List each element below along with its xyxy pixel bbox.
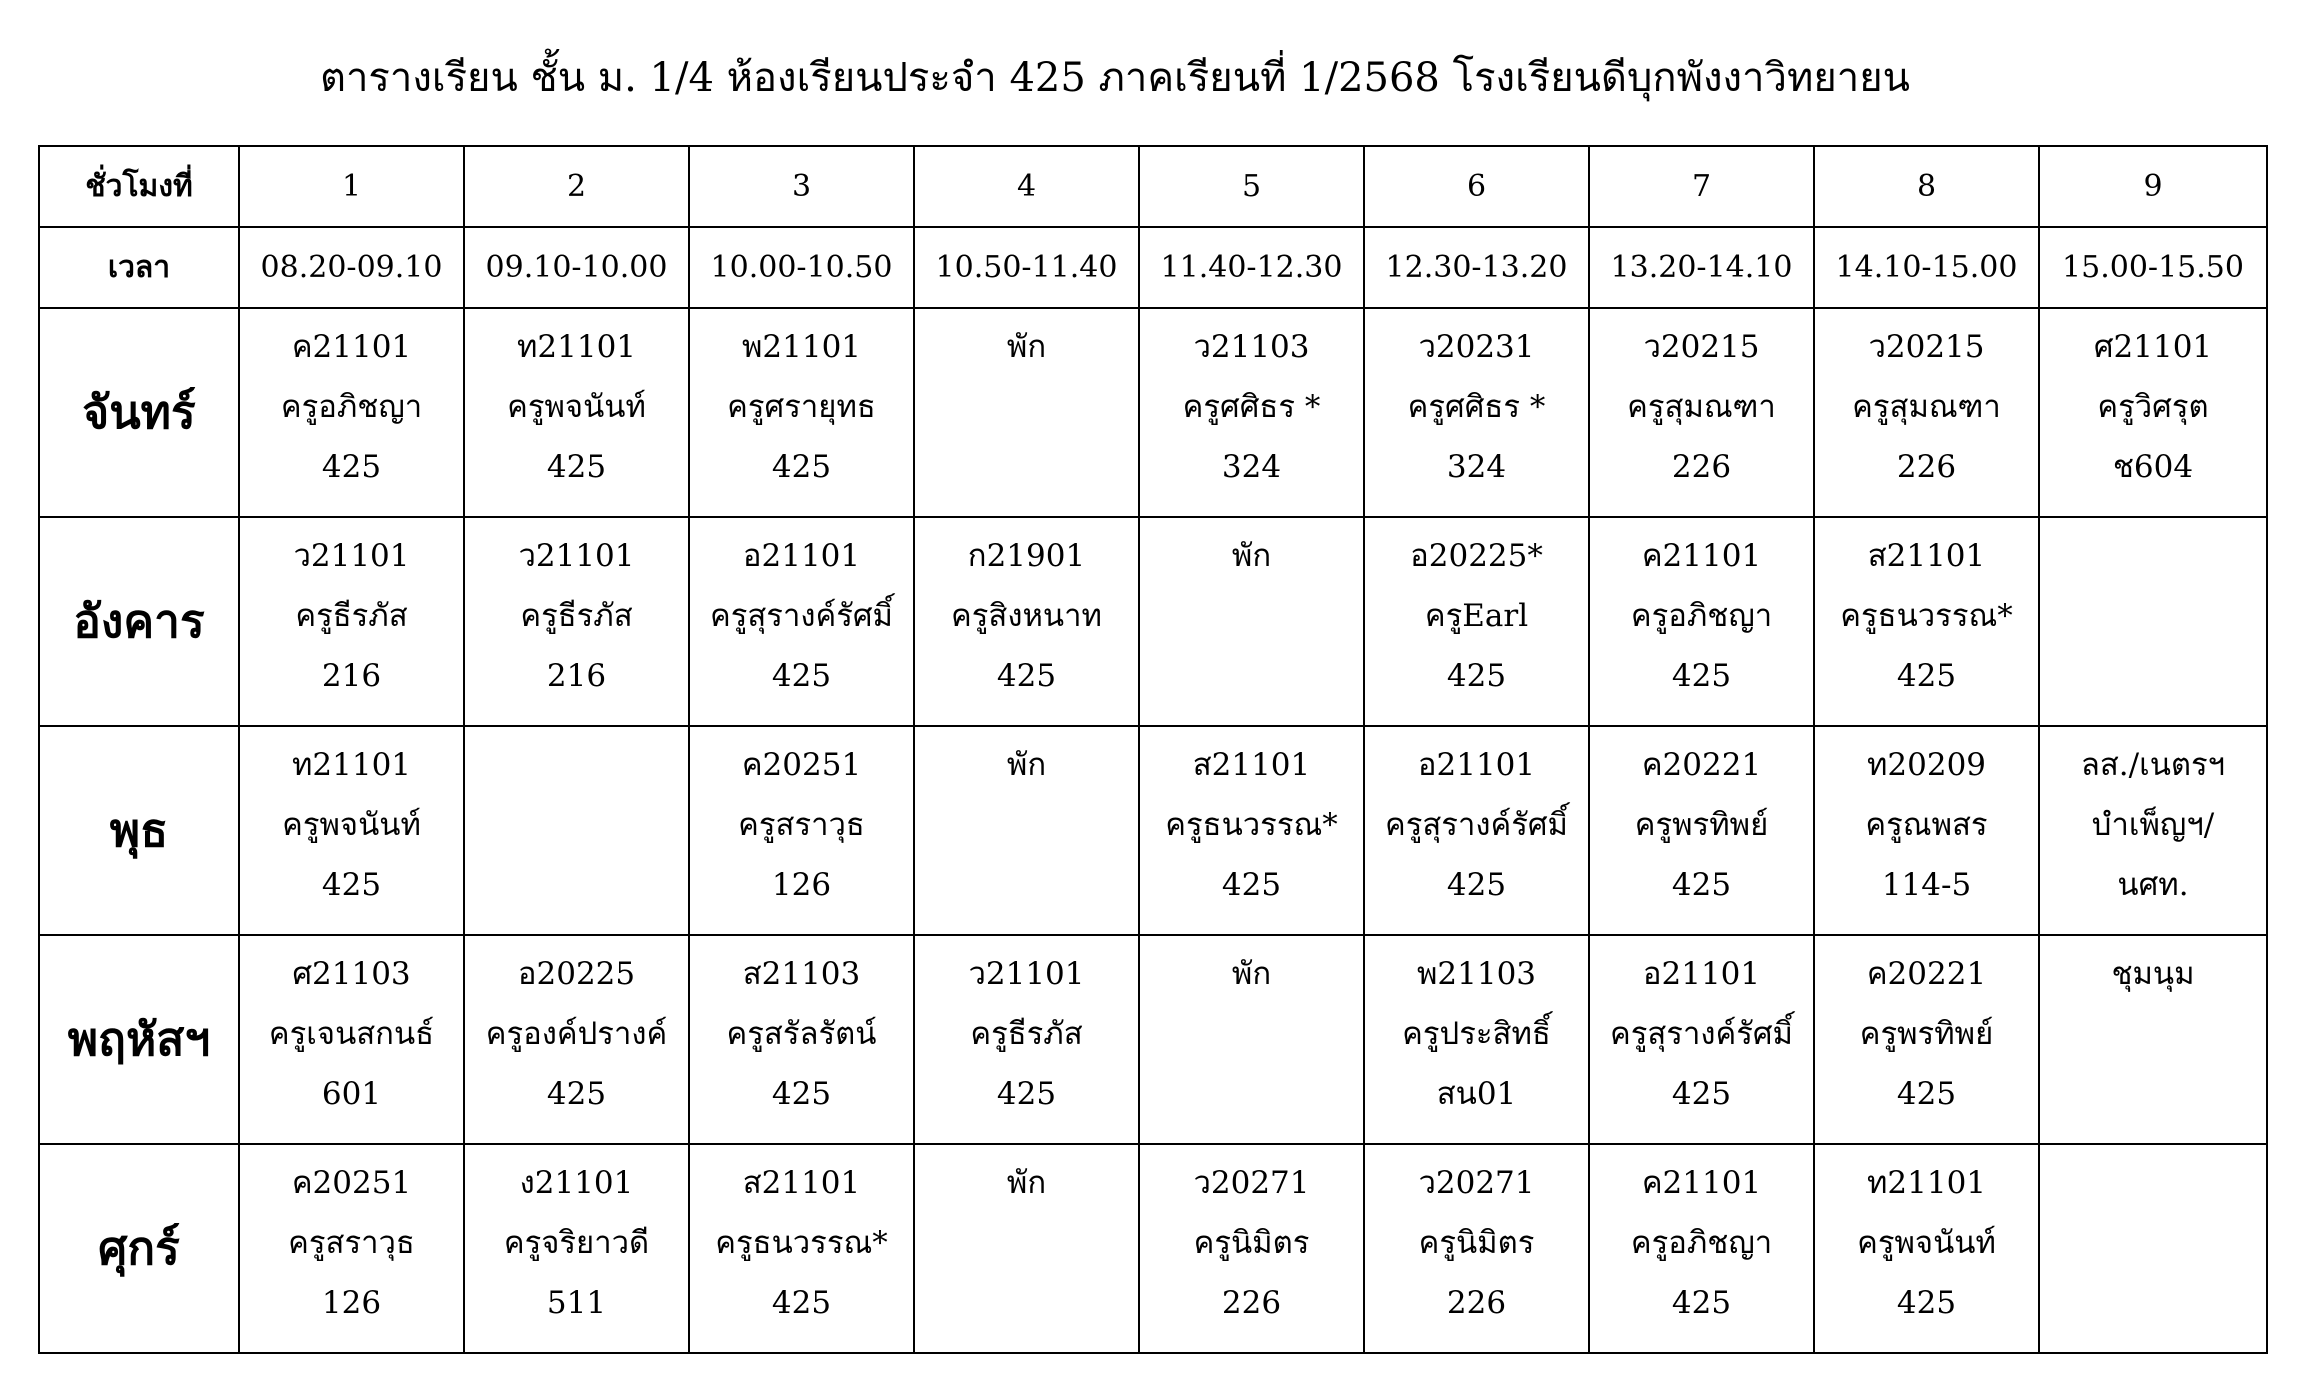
subject-code: ค21101 xyxy=(1641,1165,1762,1201)
class-cell xyxy=(689,517,914,726)
class-cell xyxy=(1814,308,2039,517)
class-cell xyxy=(1589,308,1814,517)
teacher-name: ครูณพสร xyxy=(1865,807,1988,843)
room-number: 425 xyxy=(1671,867,1732,903)
class-cell xyxy=(464,935,689,1144)
room-number: 324 xyxy=(1446,449,1507,485)
teacher-name: ครูศรายุทธ xyxy=(727,389,876,425)
subject-code: ลส./เนตรฯ xyxy=(2080,747,2226,783)
teacher-name: ครูสราวุธ xyxy=(738,807,865,843)
day-row xyxy=(39,726,2267,935)
class-cell xyxy=(914,726,1139,935)
class-cell xyxy=(1139,308,1364,517)
room-number: 226 xyxy=(1671,449,1732,485)
teacher-name: ครูสราวุธ xyxy=(288,1225,415,1261)
class-cell xyxy=(1814,935,2039,1144)
teacher-name: ครูสุรางค์รัศมิ์ xyxy=(709,598,893,634)
teacher-name: ครูธนวรรณ* xyxy=(1840,598,2013,634)
subject-code: ท21101 xyxy=(291,747,412,783)
subject-code: ค21101 xyxy=(291,329,412,365)
period-time: 08.20-09.10 xyxy=(239,227,464,308)
class-cell xyxy=(1139,517,1364,726)
subject-code: ว20231 xyxy=(1418,329,1535,365)
period-header-row xyxy=(39,146,2267,227)
subject-code: ค20251 xyxy=(291,1165,412,1201)
room-number: 425 xyxy=(546,449,607,485)
period-number: 4 xyxy=(914,146,1139,227)
room-number: 425 xyxy=(771,449,832,485)
subject-code: พัก xyxy=(1006,1165,1047,1201)
period-label: ชั่วโมงที่ xyxy=(39,146,239,227)
room-number: 425 xyxy=(996,658,1057,694)
timetable xyxy=(38,145,2268,1354)
teacher-name: ครูอภิชญา xyxy=(280,389,423,425)
room-number: 226 xyxy=(1896,449,1957,485)
class-cell xyxy=(1589,935,1814,1144)
class-cell xyxy=(1589,517,1814,726)
subject-code: พัก xyxy=(1006,747,1047,783)
period-time: 13.20-14.10 xyxy=(1589,227,1814,308)
class-cell xyxy=(689,935,914,1144)
period-time: 15.00-15.50 xyxy=(2039,227,2267,308)
day-row xyxy=(39,1144,2267,1353)
subject-code: ก21901 xyxy=(967,538,1086,574)
class-cell xyxy=(689,726,914,935)
class-cell xyxy=(1814,517,2039,726)
room-number: 226 xyxy=(1221,1285,1282,1321)
subject-code: ศ21103 xyxy=(292,956,411,992)
teacher-name: ครูธีรภัส xyxy=(520,598,633,634)
day-row xyxy=(39,308,2267,517)
class-cell xyxy=(464,726,689,935)
room-number: 425 xyxy=(321,449,382,485)
class-cell xyxy=(689,308,914,517)
class-cell xyxy=(914,1144,1139,1353)
room-number: 126 xyxy=(321,1285,382,1321)
room-number: ช604 xyxy=(2112,449,2194,485)
room-number: 114-5 xyxy=(1881,867,1972,903)
subject-code xyxy=(2040,518,2266,526)
subject-code: อ20225* xyxy=(1410,538,1543,574)
room-number: 425 xyxy=(321,867,382,903)
class-cell xyxy=(2039,1144,2267,1353)
teacher-name: ครูสุรางค์รัศมิ์ xyxy=(1384,807,1568,843)
room-number: 425 xyxy=(1896,1285,1957,1321)
teacher-name: ครูเจนสกนธ์ xyxy=(268,1016,435,1052)
class-cell xyxy=(914,935,1139,1144)
period-time: 10.00-10.50 xyxy=(689,227,914,308)
subject-code xyxy=(465,727,688,735)
class-cell xyxy=(1139,726,1364,935)
period-number: 7 xyxy=(1589,146,1814,227)
period-time: 12.30-13.20 xyxy=(1364,227,1589,308)
teacher-name: ครูธีรภัส xyxy=(295,598,408,634)
room-number: 425 xyxy=(1671,658,1732,694)
teacher-name: ครูอภิชญา xyxy=(1630,1225,1773,1261)
subject-code: อ20225 xyxy=(517,956,636,992)
subject-code: ท21101 xyxy=(1866,1165,1987,1201)
subject-code: ศ21101 xyxy=(2093,329,2213,365)
period-number: 3 xyxy=(689,146,914,227)
teacher-name: ครูอภิชญา xyxy=(1630,598,1773,634)
subject-code: พัก xyxy=(1231,956,1272,992)
class-cell xyxy=(1139,1144,1364,1353)
subject-code: อ21101 xyxy=(1417,747,1536,783)
day-name: อังคาร xyxy=(39,517,239,726)
subject-code: ค20221 xyxy=(1866,956,1987,992)
teacher-name: ครูสุมณฑา xyxy=(1852,389,2001,425)
room-number: 425 xyxy=(996,1076,1057,1112)
subject-code: ส21101 xyxy=(1192,747,1311,783)
subject-code: ส21103 xyxy=(742,956,861,992)
subject-code: ส21101 xyxy=(1867,538,1986,574)
room-number: 425 xyxy=(771,658,832,694)
period-number: 8 xyxy=(1814,146,2039,227)
room-number: 324 xyxy=(1221,449,1282,485)
room-number: นศท. xyxy=(2117,867,2189,903)
class-cell xyxy=(914,308,1139,517)
subject-code: ท21101 xyxy=(516,329,637,365)
subject-code: ส21101 xyxy=(742,1165,861,1201)
period-number: 9 xyxy=(2039,146,2267,227)
day-name: จันทร์ xyxy=(39,308,239,517)
teacher-name: ครูEarl xyxy=(1424,598,1529,634)
teacher-name: ครูประสิทธิ์ xyxy=(1402,1016,1551,1052)
teacher-name: ครูองค์ปรางค์ xyxy=(485,1016,668,1052)
class-cell xyxy=(1364,726,1589,935)
subject-code: ว20215 xyxy=(1643,329,1760,365)
teacher-name: ครูพจนันท์ xyxy=(507,389,646,425)
class-cell xyxy=(1139,935,1364,1144)
subject-code: ชุมนุม xyxy=(2111,956,2195,992)
teacher-name: ครูพจนันท์ xyxy=(282,807,421,843)
room-number: 425 xyxy=(1671,1076,1732,1112)
teacher-name: ครูธนวรรณ* xyxy=(1165,807,1338,843)
period-time: 09.10-10.00 xyxy=(464,227,689,308)
subject-code: ว21101 xyxy=(518,538,635,574)
subject-code: ว21101 xyxy=(293,538,410,574)
room-number: 601 xyxy=(321,1076,382,1112)
class-cell xyxy=(239,517,464,726)
subject-code: ว20215 xyxy=(1868,329,1985,365)
period-number: 6 xyxy=(1364,146,1589,227)
class-cell xyxy=(2039,517,2267,726)
room-number: 226 xyxy=(1446,1285,1507,1321)
class-cell xyxy=(1364,935,1589,1144)
class-cell xyxy=(1364,308,1589,517)
class-cell xyxy=(239,726,464,935)
class-cell xyxy=(689,1144,914,1353)
teacher-name: ครูพจนันท์ xyxy=(1857,1225,1996,1261)
teacher-name: ครูศศิธร * xyxy=(1182,389,1321,425)
subject-code: ค20251 xyxy=(741,747,862,783)
room-number: 216 xyxy=(321,658,382,694)
period-number: 5 xyxy=(1139,146,1364,227)
room-number: 425 xyxy=(1896,658,1957,694)
page-title: ตารางเรียน ชั้น ม. 1/4 ห้องเรียนประจำ 425 ภาคเรียนที่ 1/2568 โรงเรียนดีบุกพังงาวิทยายน xyxy=(319,55,1911,101)
subject-code: ค20221 xyxy=(1641,747,1762,783)
room-number: 511 xyxy=(546,1285,607,1321)
teacher-name: ครูพรทิพย์ xyxy=(1859,1016,1994,1052)
teacher-name: ครูจริยาวดี xyxy=(503,1225,650,1261)
room-number: สน01 xyxy=(1436,1076,1517,1112)
teacher-name: บำเพ็ญฯ/ xyxy=(2091,807,2215,843)
teacher-name: ครูสิงหนาท xyxy=(951,598,1102,634)
day-row xyxy=(39,935,2267,1144)
subject-code: พัก xyxy=(1231,538,1272,574)
class-cell xyxy=(2039,308,2267,517)
day-name: พุธ xyxy=(39,726,239,935)
teacher-name: ครูธีรภัส xyxy=(970,1016,1083,1052)
class-cell xyxy=(464,517,689,726)
time-label: เวลา xyxy=(39,227,239,308)
teacher-name: ครูนิมิตร xyxy=(1418,1225,1535,1261)
class-cell xyxy=(464,1144,689,1353)
class-cell xyxy=(2039,935,2267,1144)
period-number: 1 xyxy=(239,146,464,227)
room-number: 425 xyxy=(771,1076,832,1112)
class-cell xyxy=(1364,517,1589,726)
room-number: 425 xyxy=(546,1076,607,1112)
subject-code: พ21103 xyxy=(1416,956,1537,992)
room-number: 425 xyxy=(1446,658,1507,694)
day-name: พฤหัสฯ xyxy=(39,935,239,1144)
subject-code: อ21101 xyxy=(742,538,861,574)
teacher-name: ครูสุรางค์รัศมิ์ xyxy=(1609,1016,1793,1052)
subject-code: พัก xyxy=(1006,329,1047,365)
day-row xyxy=(39,517,2267,726)
teacher-name: ครูสุมณฑา xyxy=(1627,389,1776,425)
period-number: 2 xyxy=(464,146,689,227)
subject-code: ว21101 xyxy=(968,956,1085,992)
class-cell xyxy=(1814,726,2039,935)
teacher-name: ครูวิศรุต xyxy=(2097,389,2209,425)
room-number: 425 xyxy=(1671,1285,1732,1321)
class-cell xyxy=(239,935,464,1144)
class-cell xyxy=(464,308,689,517)
subject-code: ว20271 xyxy=(1193,1165,1310,1201)
class-cell xyxy=(1814,1144,2039,1353)
time-header-row xyxy=(39,227,2267,308)
class-cell xyxy=(914,517,1139,726)
teacher-name: ครูศศิธร * xyxy=(1407,389,1546,425)
class-cell xyxy=(2039,726,2267,935)
class-cell xyxy=(1589,726,1814,935)
room-number: 425 xyxy=(771,1285,832,1321)
teacher-name: ครูสรัลรัตน์ xyxy=(726,1016,877,1052)
room-number: 425 xyxy=(1896,1076,1957,1112)
subject-code: อ21101 xyxy=(1642,956,1761,992)
teacher-name: ครูนิมิตร xyxy=(1193,1225,1310,1261)
subject-code: ง21101 xyxy=(519,1165,634,1201)
subject-code: ท20209 xyxy=(1866,747,1987,783)
class-cell xyxy=(1364,1144,1589,1353)
period-time: 11.40-12.30 xyxy=(1139,227,1364,308)
teacher-name: ครูธนวรรณ* xyxy=(715,1225,888,1261)
subject-code: ค21101 xyxy=(1641,538,1762,574)
subject-code xyxy=(2040,1145,2266,1153)
room-number: 126 xyxy=(771,867,832,903)
room-number: 425 xyxy=(1446,867,1507,903)
period-time: 14.10-15.00 xyxy=(1814,227,2039,308)
class-cell xyxy=(1589,1144,1814,1353)
teacher-name: ครูพรทิพย์ xyxy=(1634,807,1769,843)
room-number: 425 xyxy=(1221,867,1282,903)
subject-code: ว20271 xyxy=(1418,1165,1535,1201)
subject-code: ว21103 xyxy=(1193,329,1310,365)
class-cell xyxy=(239,308,464,517)
subject-code: พ21101 xyxy=(741,329,862,365)
class-cell xyxy=(239,1144,464,1353)
period-time: 10.50-11.40 xyxy=(914,227,1139,308)
room-number: 216 xyxy=(546,658,607,694)
day-name: ศุกร์ xyxy=(39,1144,239,1353)
